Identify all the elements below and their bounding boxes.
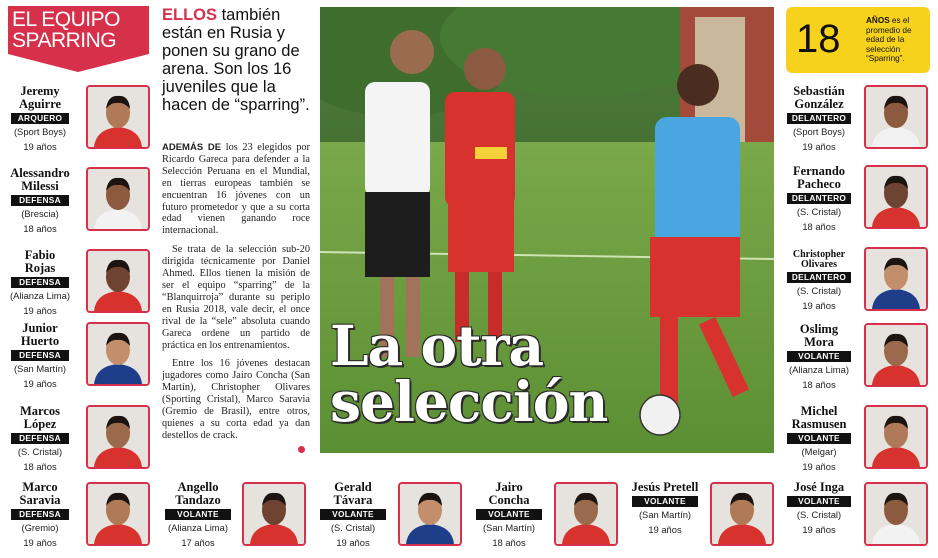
player-name: Fabio Rojas — [24, 248, 56, 275]
player-position: DELANTERO — [787, 113, 851, 124]
player-card — [630, 481, 700, 536]
player-portrait — [86, 167, 150, 231]
section-banner — [8, 6, 149, 74]
portrait-figure — [88, 169, 148, 229]
stat-note: AÑOS es el promedio de edad de la selección “Sparring”. — [866, 16, 912, 64]
player-club: (Alianza Lima) — [10, 290, 70, 301]
player-name: Michel Rasmusen — [791, 404, 847, 431]
lead-paragraph — [162, 6, 312, 114]
player-name: José Inga — [793, 480, 845, 494]
player-name: Jesús Pretell — [631, 480, 699, 494]
player-portrait — [86, 322, 150, 386]
player-name: Alessandro Milessi — [10, 166, 70, 193]
player-portrait — [864, 323, 928, 387]
player-age: 19 años — [336, 537, 370, 548]
portrait-figure — [712, 484, 772, 544]
player-position: ARQUERO — [11, 113, 69, 124]
stat-number: 18 — [796, 17, 841, 61]
article-body — [162, 142, 310, 449]
player-name: Fernando Pacheco — [792, 164, 846, 191]
player-portrait — [710, 482, 774, 546]
player-position: DEFENSA — [11, 433, 69, 444]
player-age: 19 años — [23, 378, 57, 389]
player-portrait — [554, 482, 618, 546]
player-position: DELANTERO — [787, 193, 851, 204]
portrait-figure — [866, 249, 926, 309]
player-card — [786, 85, 852, 153]
banner-arrow — [8, 54, 149, 72]
portrait-figure — [88, 407, 148, 467]
player-card — [162, 481, 234, 549]
player-age: 19 años — [648, 524, 682, 535]
player-portrait — [864, 85, 928, 149]
player-name: Junior Huerto — [20, 321, 60, 348]
player-card — [786, 323, 852, 391]
player-age: 18 años — [492, 537, 526, 548]
player-card — [8, 405, 72, 473]
player-position: DEFENSA — [11, 509, 69, 520]
player-portrait — [86, 405, 150, 469]
player-portrait — [242, 482, 306, 546]
portrait-figure — [866, 167, 926, 227]
player-age: 18 años — [23, 461, 57, 472]
portrait-figure — [88, 324, 148, 384]
portrait-figure — [866, 407, 926, 467]
player-club: (S. Cristal) — [796, 206, 842, 217]
player-age: 18 años — [802, 379, 836, 390]
player-position: DEFENSA — [11, 195, 69, 206]
portrait-figure — [866, 325, 926, 385]
player-age: 19 años — [23, 537, 57, 548]
player-name: Jairo Concha — [488, 480, 530, 507]
player-age: 19 años — [802, 461, 836, 472]
player-portrait — [86, 85, 150, 149]
player-position: VOLANTE — [165, 509, 231, 520]
section-label: EL EQUIPO SPARRING — [8, 6, 149, 54]
player-age: 19 años — [802, 524, 836, 535]
player-name: Christopher Olivares — [792, 249, 846, 270]
player-portrait — [864, 247, 928, 311]
player-age: 18 años — [802, 221, 836, 232]
player-card — [8, 249, 72, 317]
player-portrait — [864, 165, 928, 229]
player-position: VOLANTE — [320, 509, 386, 520]
portrait-figure — [88, 251, 148, 311]
player-name: Jeremy Aguirre — [18, 84, 62, 111]
player-age: 18 años — [23, 223, 57, 234]
player-card — [474, 481, 544, 549]
player-age: 19 años — [23, 141, 57, 152]
player-club: (San Martín) — [13, 363, 67, 374]
player-portrait — [86, 482, 150, 546]
player-club: (S. Cristal) — [796, 285, 842, 296]
player-club: (Gremio) — [21, 522, 59, 533]
player-age: 19 años — [802, 141, 836, 152]
headline: La otra selección — [330, 313, 608, 434]
player-position: VOLANTE — [476, 509, 542, 520]
player-club: (Brescia) — [21, 208, 59, 219]
player-position: VOLANTE — [632, 496, 698, 507]
end-mark — [298, 446, 305, 453]
portrait-figure — [88, 87, 148, 147]
player-card — [8, 481, 72, 549]
player-portrait — [86, 249, 150, 313]
player-position: DELANTERO — [787, 272, 851, 283]
player-card — [318, 481, 388, 549]
player-club: (Melgar) — [801, 446, 837, 457]
player-club: (Alianza Lima) — [168, 522, 228, 533]
player-card — [786, 405, 852, 473]
body-lead-in: ADEMÁS DE — [162, 142, 222, 153]
player-club: (S. Cristal) — [796, 509, 842, 520]
player-club: (Sport Boys) — [792, 126, 846, 137]
player-club: (San Martín) — [482, 522, 536, 533]
player-age: 17 años — [181, 537, 215, 548]
player-club: (Sport Boys) — [13, 126, 67, 137]
player-card — [786, 165, 852, 233]
portrait-figure — [866, 484, 926, 544]
player-portrait — [864, 405, 928, 469]
player-position: DEFENSA — [11, 277, 69, 288]
player-age: 19 años — [802, 300, 836, 311]
player-age: 19 años — [23, 305, 57, 316]
player-name: Angello Tandazo — [175, 480, 221, 507]
player-card — [8, 322, 72, 390]
portrait-figure — [866, 87, 926, 147]
player-name: Oslimg Mora — [799, 322, 839, 349]
player-position: VOLANTE — [787, 351, 851, 362]
player-portrait — [864, 482, 928, 546]
player-portrait — [398, 482, 462, 546]
player-name: Marcos López — [19, 404, 61, 431]
player-club: (S. Cristal) — [330, 522, 376, 533]
player-position: VOLANTE — [787, 433, 851, 444]
lead-kicker: ELLOS — [162, 6, 218, 24]
player-card — [786, 481, 852, 536]
body-paragraph-1: ADEMÁS DE los 23 elegidos por Ricardo Gareca para defender a la Selección Peruana en el Mundial, en tierras europeas también se encuentran 16 jóvenes con un futuro prometedor y que a su corta edad vienen ganando roce internacional. — [162, 142, 310, 237]
player-club: (San Martín) — [638, 509, 692, 520]
player-card — [8, 167, 72, 235]
body-paragraph-3: Entre los 16 jóvenes destacan jugadores como Jairo Concha (San Martín), Christopher Olivares (Sporting Cristal), Marco Saravia (Gremio de Brasil), entre otros, quienes a su corta edad ya dan destellos de crack. — [162, 358, 310, 441]
portrait-figure — [556, 484, 616, 544]
player-card — [786, 250, 852, 312]
stat-box — [786, 7, 930, 73]
player-name: Marco Saravia — [19, 480, 61, 507]
portrait-figure — [244, 484, 304, 544]
player-position: DEFENSA — [11, 350, 69, 361]
player-club: (Alianza Lima) — [789, 364, 849, 375]
portrait-figure — [88, 484, 148, 544]
body-paragraph-2: Se trata de la selección sub-20 dirigida técnicamente por Daniel Ahmed. Ellos tienen la misión de ser el equipo “sparring” de la “Blanquirroja” durante su periplo en Rusia 2018, vale decir, el once rival de la “sele” absoluta cuando Gareca ordene un partido de práctica en los entrenamientos. — [162, 244, 310, 351]
portrait-figure — [400, 484, 460, 544]
player-name: Sebastián González — [793, 84, 845, 111]
lead-text: también están en Rusia y ponen su grano de arena. Son los 16 juveniles que la hacen de “sparring”. — [162, 6, 310, 114]
player-club: (S. Cristal) — [17, 446, 63, 457]
player-position: VOLANTE — [787, 496, 851, 507]
player-name: Gerald Távara — [333, 480, 373, 507]
player-card — [8, 85, 72, 153]
